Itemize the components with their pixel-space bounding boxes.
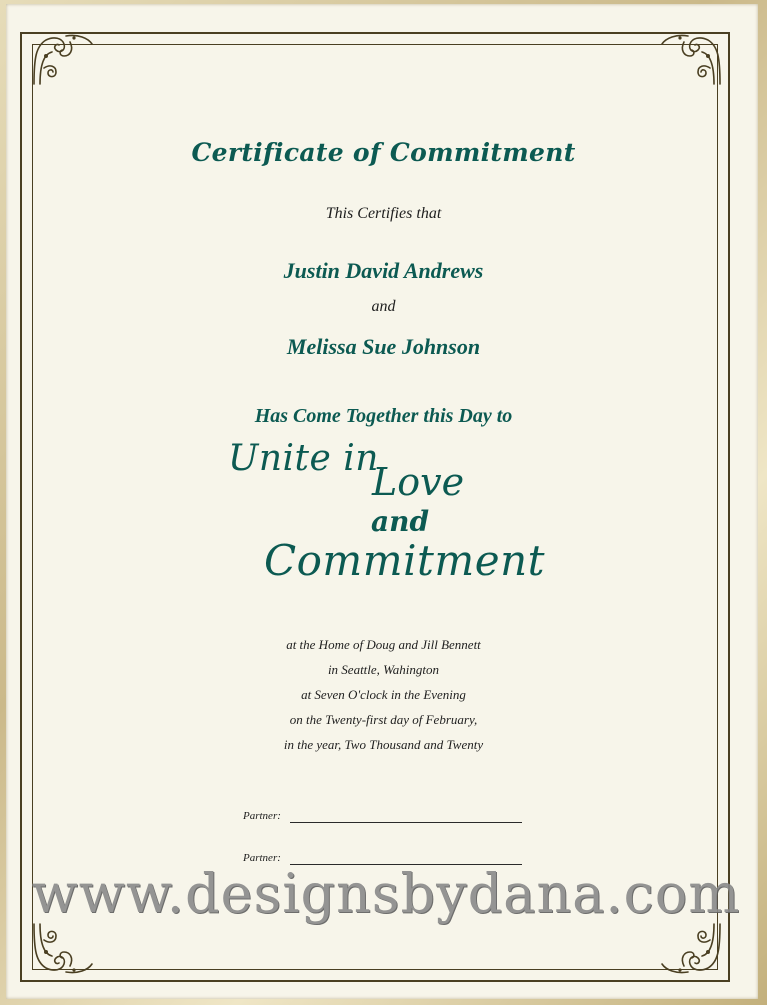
details-line: in Seattle, Wahington: [327, 662, 440, 677]
headline-unite: Unite in: [228, 438, 379, 479]
signature-label: Partner:: [243, 810, 281, 822]
ceremony-details: [0, 632, 767, 757]
headline-love: Love: [372, 460, 465, 504]
certifies-line: This Certifies that: [325, 205, 442, 222]
details-line: at Seven O'clock in the Evening: [301, 687, 466, 702]
details-line: on the Twenty-first day of February,: [289, 712, 478, 727]
corner-flourish-icon: [656, 920, 728, 980]
certificate-title: Certificate of Commitment: [191, 138, 576, 167]
corner-flourish-icon: [656, 28, 728, 88]
details-line: at the Home of Doug and Jill Bennett: [286, 637, 481, 652]
conjunction: and: [371, 298, 396, 315]
signature-line: [290, 822, 522, 823]
together-line: Has Come Together this Day to: [254, 405, 513, 427]
headline-and: and: [371, 505, 430, 538]
headline-commitment: Commitment: [264, 536, 545, 585]
corner-flourish-icon: [26, 28, 98, 88]
details-line: in the year, Two Thousand and Twenty: [283, 737, 484, 752]
partner-two-name: Melissa Sue Johnson: [286, 334, 481, 359]
partner-one-name: Justin David Andrews: [283, 258, 484, 283]
watermark: www.designsbydana.com: [31, 862, 741, 925]
corner-flourish-icon: [26, 920, 98, 980]
signature-label: Partner:: [243, 852, 281, 864]
